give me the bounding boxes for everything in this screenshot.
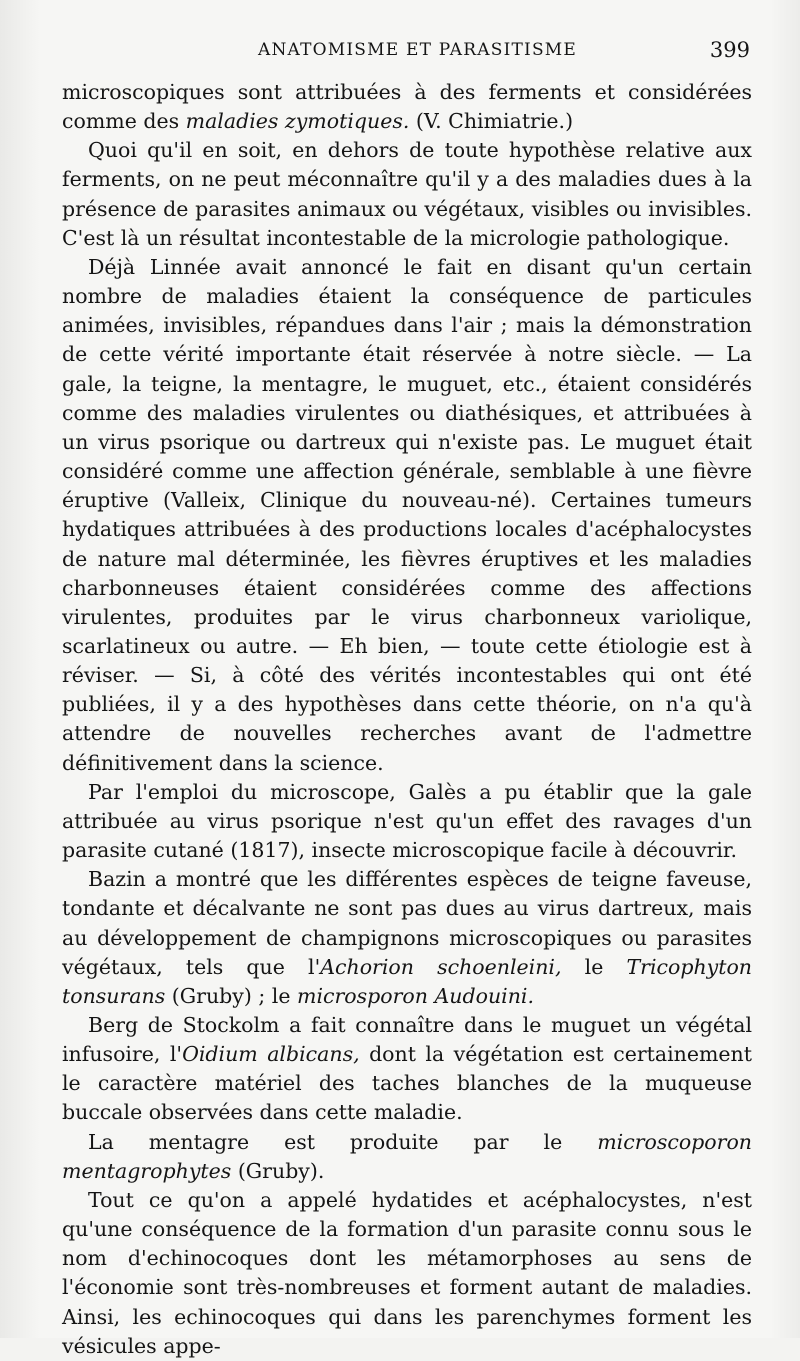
paragraph-5-italic-b: Tricophyton tonsurans xyxy=(62,954,753,1008)
paragraph-5-text-a: Bazin a montré que les différentes espèces de teigne faveuse, tondante et décalvante ne sont pas dues au virus dartreux, mais au développement de champignons microscopiques ou parasites végétaux, tels que l' xyxy=(62,867,752,979)
paragraph-6-text-a: Berg de Stockolm a fait connaître dans le muguet un végétal infusoire, l' xyxy=(62,1013,752,1067)
paragraph-5-text-c: (Gruby) ; le xyxy=(165,983,298,1008)
paragraph-2: Quoi qu'il en soit, en dehors de toute hypothèse relative aux ferments, on ne peut méconnaître qu'il y a des maladies dues à la présence de parasites animaux ou végétaux, visibles ou invisibles. C'est là un résultat incontestable de la micrologie pathologique. xyxy=(62,138,752,250)
paragraph-1-italic: maladies zymotiques. xyxy=(185,109,410,134)
running-title: ANATOMISME ET PARASITISME xyxy=(258,40,578,60)
paragraph-5 xyxy=(62,865,752,1011)
paragraph-7-text-b: (Gruby). xyxy=(231,1158,325,1183)
paragraph-5-italic-a: Achorion schoenleini, xyxy=(320,954,562,979)
paragraph-5-italic-c: microsporon Audouini. xyxy=(297,983,534,1008)
paragraph-7-text-a: La mentagre est produite par le xyxy=(88,1129,598,1154)
paragraph-3: Déjà Linnée avait annoncé le fait en disant qu'un certain nombre de maladies étaient la conséquence de particules animées, invisibles, répandues dans l'air ; mais la démonstration de cette vérité importante était réservée à notre siècle. — La gale, la teigne, la mentagre, le muguet, etc., étaient considérés comme des maladies virulentes ou diathésiques, et attribuées à un virus psorique ou dartreux qui n'existe pas. Le muguet était considéré comme une affection générale, semblable à une fièvre éruptive (Valleix, Clinique du nouveau-né). Certaines tumeurs hydatiques attribuées à des productions locales d'acéphalocystes de nature mal déterminée, les fièvres éruptives et les maladies charbonneuses étaient considérées comme des affections virulentes, produites par le virus charbonneux variolique, scarlatineux ou autre. — Eh bien, — toute cette étiologie est à réviser. — Si, à côté des vérités incontestables qui ont été publiées, il y a des hypothèses dans cette théorie, on n'a qu'à attendre de nouvelles recherches avant de l'admettre définitivement dans la science. xyxy=(62,254,752,775)
paragraph-7 xyxy=(62,1128,752,1186)
paragraph-5-text-b: le xyxy=(561,954,627,979)
paragraph-6-text-b: dont la végétation est certainement le caractère matériel des taches blanches de la muqueuse buccale observées dans cette maladie. xyxy=(62,1042,752,1125)
paragraph-4: Par l'emploi du microscope, Galès a pu établir que la gale attribuée au virus psorique n'est qu'un effet des ravages d'un parasite cutané (1817), insecte microscopique facile à découvrir. xyxy=(62,779,752,863)
paragraph-6 xyxy=(62,1011,752,1128)
paragraph-1-text-b: (V. Chimiatrie.) xyxy=(409,109,574,134)
paragraph-1 xyxy=(62,78,752,136)
paragraph-1-text-a: microscopiques sont attribuées à des ferments et considérées comme des xyxy=(62,80,752,134)
paragraph-8: Tout ce qu'on a appelé hydatides et acéphalocystes, n'est qu'une conséquence de la formation d'un parasite connu sous le nom d'echinocoques dont les métamorphoses au sens de l'économie sont très-nombreuses et forment autant de maladies. Ainsi, les echinocoques qui dans les parenchymes forment les vésicules appe- xyxy=(62,1187,752,1358)
page-number: 399 xyxy=(709,38,750,62)
body-text xyxy=(62,78,752,1361)
page-header xyxy=(62,38,752,68)
paragraph-7-italic: microscoporon mentagrophytes xyxy=(62,1129,752,1183)
paragraph-6-italic: Oidium albicans, xyxy=(182,1042,360,1067)
